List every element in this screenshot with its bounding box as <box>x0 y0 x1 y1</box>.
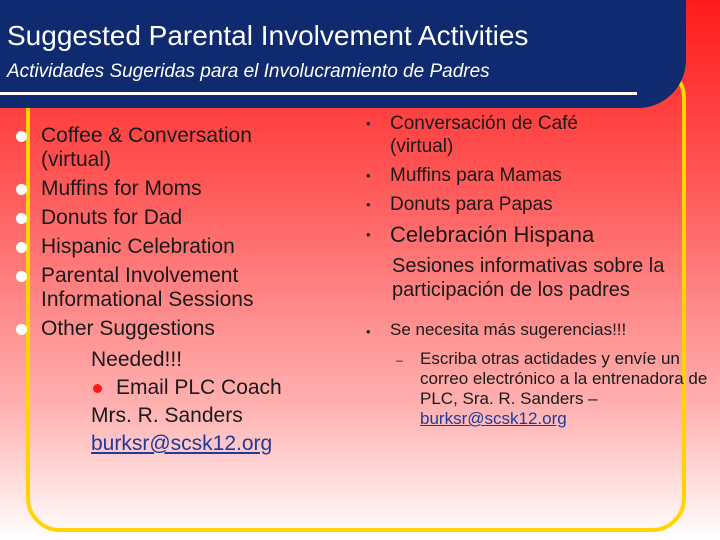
dash-icon: – <box>396 353 403 367</box>
item-label: Donuts for Dad <box>41 206 183 229</box>
sub-text: Escriba otras actidades y envíe un correo electrónico a la entrenadora de PLC, Sra. R. Sanders – <box>420 349 708 408</box>
list-item <box>362 222 712 248</box>
item-label: Parental Involvement <box>41 264 239 287</box>
sessions-text: Sesiones informativas sobre la participación de los padres <box>392 255 665 301</box>
email-coach-label: Email PLC Coach <box>116 376 282 399</box>
list-item <box>362 112 712 158</box>
item-label: Hispanic Celebration <box>41 235 235 258</box>
list-item <box>12 317 342 341</box>
bullet-icon: • <box>366 197 371 212</box>
item-label: Celebración Hispana <box>390 222 595 247</box>
page-subtitle: Actividades Sugeridas para el Involucramiento de Padres <box>7 61 490 82</box>
item-label: Muffins para Mamas <box>390 165 562 186</box>
item-label: Se necesita más sugerencias!!! <box>390 320 627 339</box>
page-title: Suggested Parental Involvement Activities <box>7 20 529 51</box>
item-sub: Informational Sessions <box>41 288 254 311</box>
list-item <box>362 193 712 216</box>
spanish-list <box>362 112 712 429</box>
bullet-icon: • <box>366 227 371 242</box>
other-block <box>0 346 342 458</box>
list-item <box>362 164 712 187</box>
bullet-icon: • <box>366 168 371 183</box>
email-link[interactable]: burksr@scsk12.org <box>91 432 273 455</box>
list-item <box>12 177 342 201</box>
item-label: Conversación de Café <box>390 113 578 134</box>
english-list <box>12 124 342 458</box>
bullet-icon <box>16 213 27 224</box>
list-item <box>12 264 342 312</box>
bullet-icon <box>93 384 102 393</box>
email-coach-item <box>12 374 342 402</box>
item-label: Donuts para Papas <box>390 194 553 215</box>
bullet-icon <box>16 131 27 142</box>
list-item <box>12 124 342 172</box>
needed-text: Needed!!! <box>91 348 183 371</box>
item-sub: (virtual) <box>41 148 112 171</box>
bullet-icon <box>16 324 27 335</box>
coach-name: Mrs. R. Sanders <box>91 404 243 427</box>
bullet-icon <box>16 271 27 282</box>
item-sub: (virtual) <box>390 136 454 157</box>
item-label: Other Suggestions <box>41 317 215 340</box>
item-label: Coffee & Conversation <box>41 124 252 147</box>
bullet-icon: • <box>366 324 371 339</box>
bullet-icon <box>16 184 27 195</box>
item-label: Muffins for Moms <box>41 177 202 200</box>
bullet-icon: • <box>366 116 371 131</box>
email-link[interactable]: burksr@scsk12.org <box>420 409 567 428</box>
list-item <box>12 235 342 259</box>
list-item <box>12 206 342 230</box>
bullet-icon <box>16 242 27 253</box>
list-item <box>362 320 712 343</box>
sub-item <box>362 349 712 429</box>
